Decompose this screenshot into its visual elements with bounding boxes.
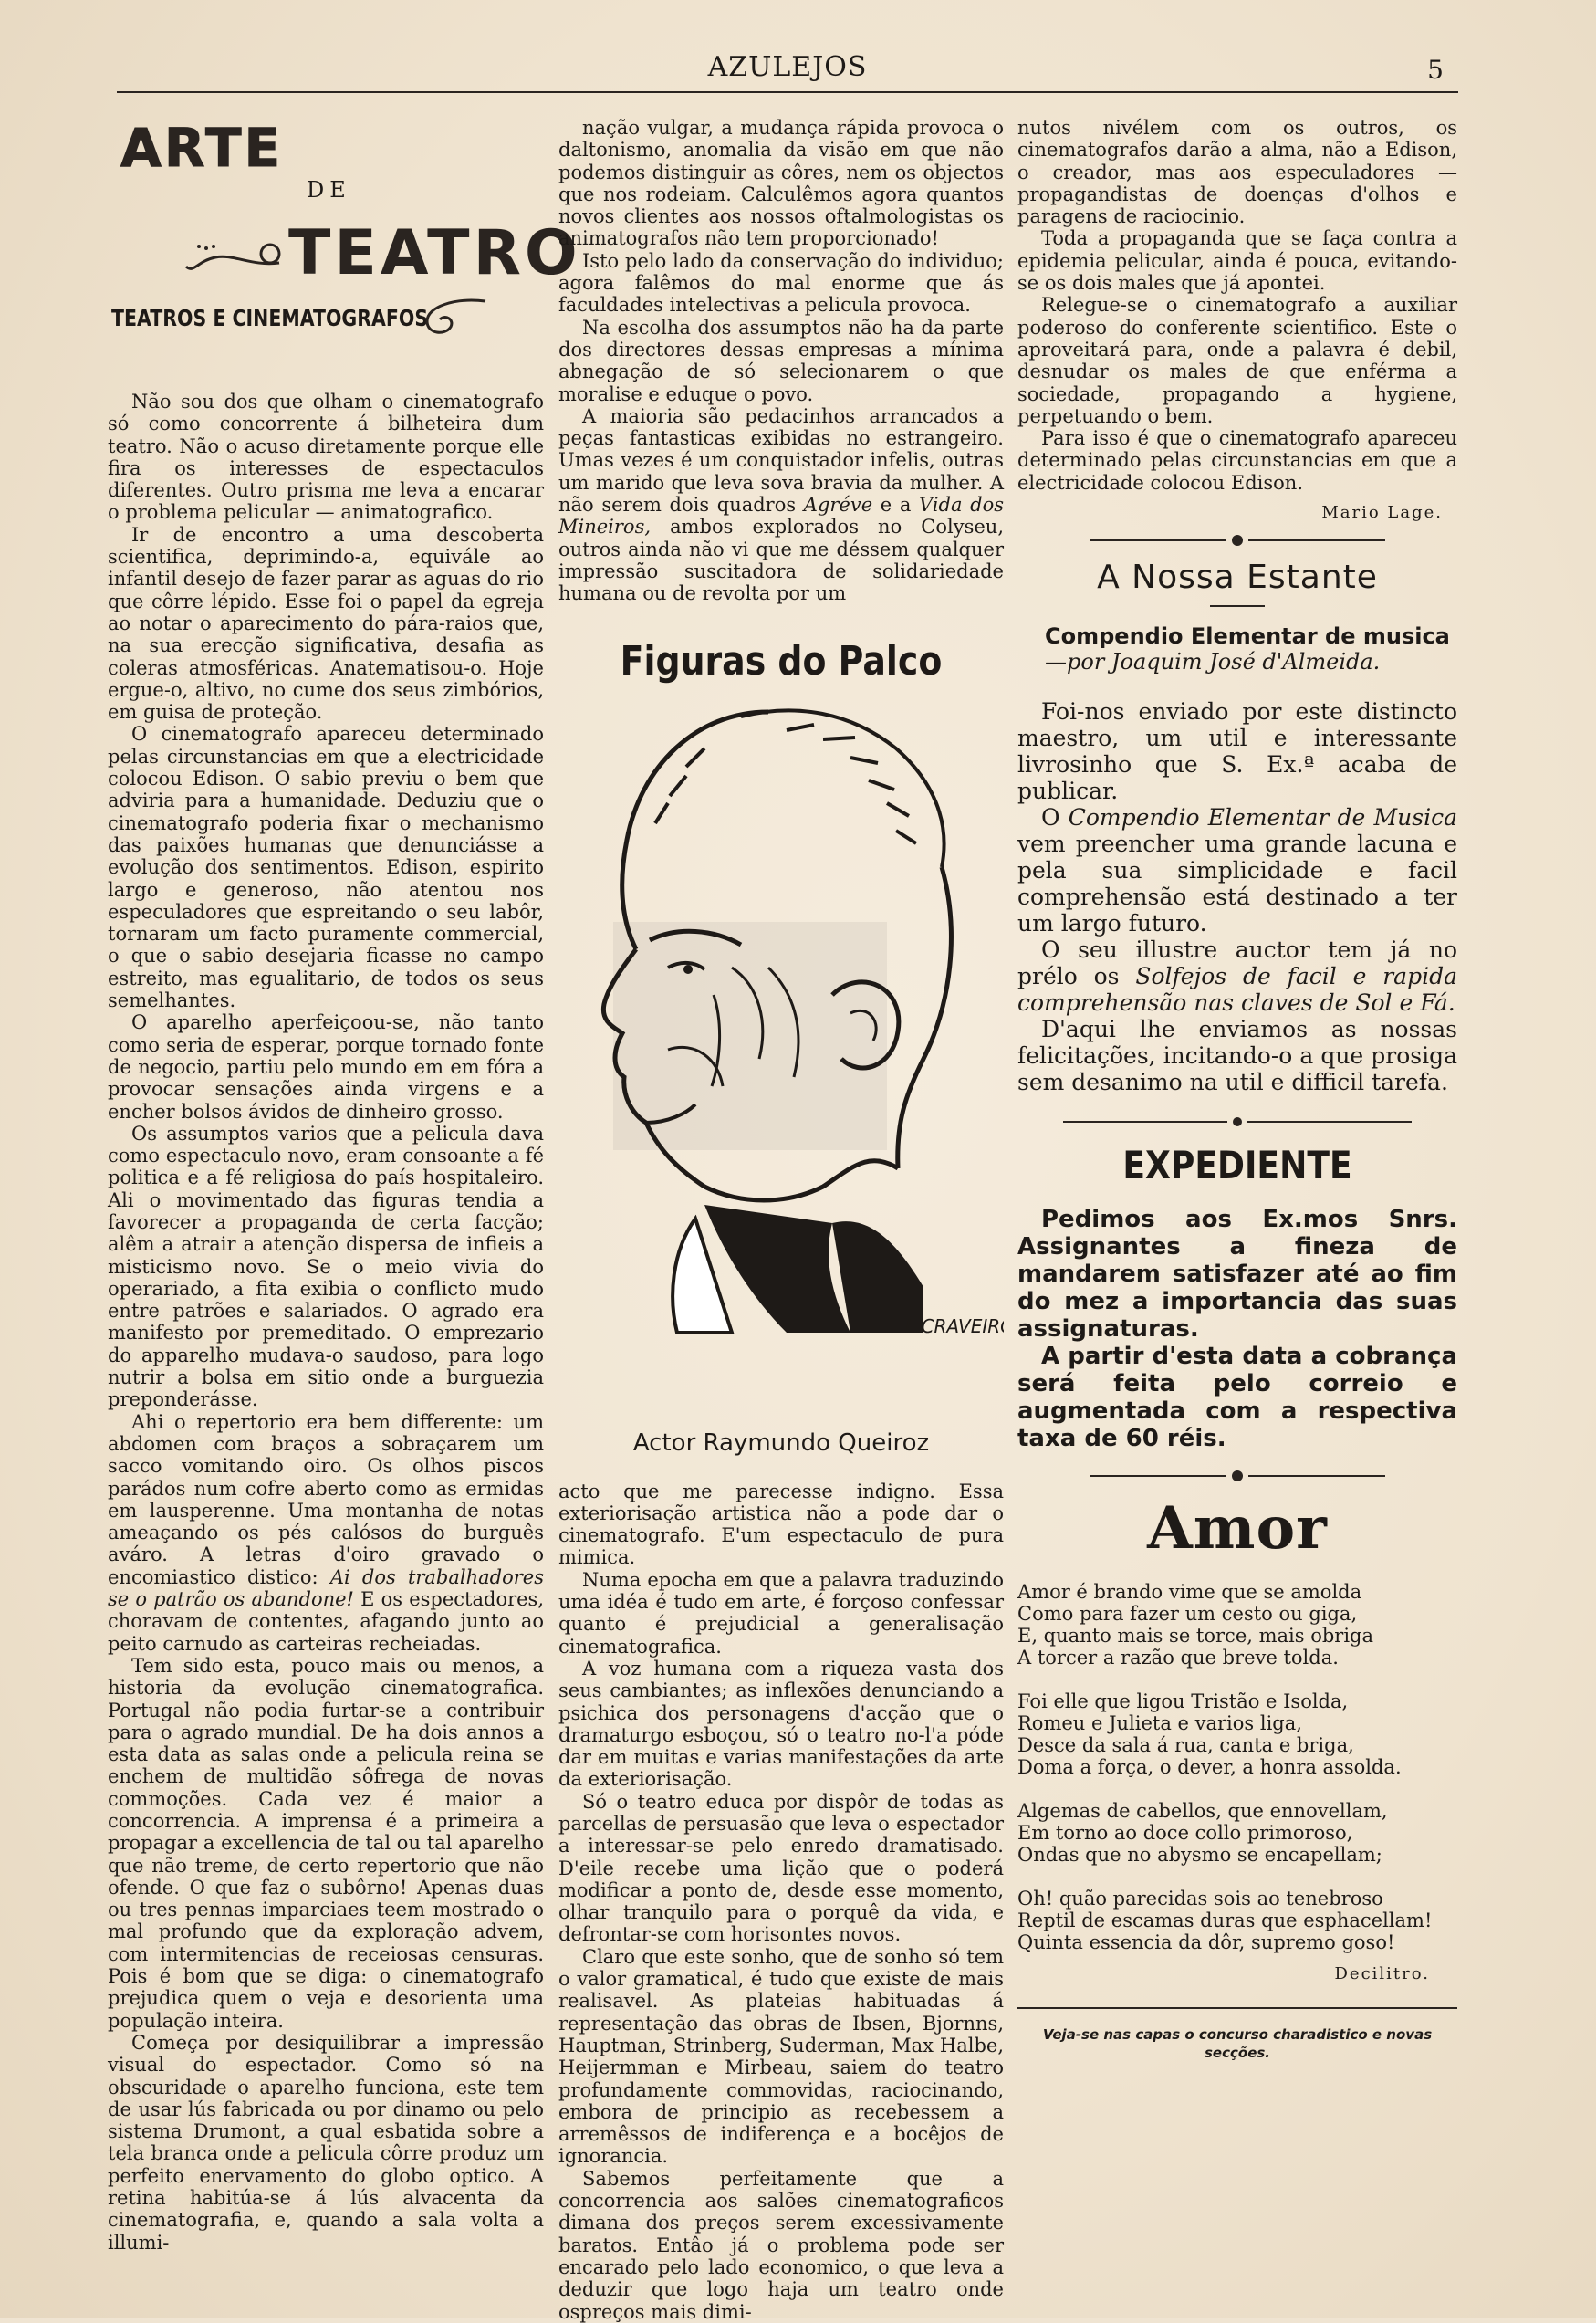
paragraph: Tem sido esta, pouco mais ou menos, a historia da evolução cinematografica. Portugal não podia furtar-se a contribuir para o agrado mundial. De ha dois annos a esta data as salas onde a pelicula reina se enchem de multidão sôfrega de novas commoções. Cada vez é maior a concorrencia. A imprensa é a primeira a propagar a excellencia de tal ou tal aparelho que não treme, de certo repertorio que não ofende. O que faz o subôrno! Apenas duas ou tres pennas imparciaes teem mostrado o mal profundo que da exploração advem, com intermitencias de receiosas censuras. Pois é bom que se diga: o cinematografo prejudica quem o veja e desorienta uma população inteira. [108, 1654, 544, 2032]
poem-line: A torcer a razão que breve tolda. [1017, 1647, 1339, 1669]
poem-line: Quinta essencia da dôr, supremo goso! [1017, 1931, 1395, 1954]
poem-stanza [1017, 1888, 1457, 1953]
figuras-title: Figuras do Palco [620, 637, 943, 685]
paragraph-text: e a [872, 494, 920, 517]
paragraph-text: A maioria são pedacinhos arrancados a peças fantasticas exibidas no estrangeiro. Umas vezes é um conquistador infelis, outras um marido que leva sova bravia da mulher. A não serem dois quadros [558, 404, 1004, 517]
paragraph-text: O seu illustre auctor tem já no prélo os [1017, 937, 1457, 990]
section-subtitle: TEATROS E CINEMATOGRAFOS [111, 305, 429, 331]
paragraph: Numa epocha em que a palavra traduzindo uma idéa é tudo em arte, é forçoso confessar quanto é prejudicial a generalisação cinematografica. [558, 1568, 1004, 1658]
notice-text: Veja-se nas capas o concurso charadistico e novas secções. [1042, 2026, 1433, 2062]
flourish-icon [179, 226, 288, 281]
poem-stanza [1017, 1690, 1457, 1778]
ornament-divider [1017, 1117, 1457, 1126]
paragraph: Relegue-se o cinematografo a auxiliar poderoso do conferente scientifico. Este o aproveitará para, onde a palavra é debil, desnudar os males de que enférma a sociedade, propagando a hygiene, perpetuando o bem. [1017, 294, 1457, 427]
poem-line: Romeu e Julieta e varios liga, [1017, 1712, 1302, 1735]
paragraph: A partir d'esta data a cobrança será feita pelo correio e augmentada com a respectiva taxa de 60 réis. [1017, 1343, 1457, 1453]
estante-body [1017, 698, 1457, 1095]
paragraph: Sabemos perfeitamente que a concorrencia aos salões cinematograficos dimana dos preços serem excessivamente baratos. Entâo já o problema pode ser encarado pelo lado economico, o que leva a deduzir que logo haja um teatro onde ospreços mais dimi- [558, 2167, 1004, 2323]
poem-line: Como para fazer um cesto ou giga, [1017, 1603, 1358, 1626]
paragraph: Os assumptos varios que a pelicula dava como espectaculo novo, eram consoante a fé politica e a fé religiosa do país hospitaleiro. Ali o movimentado das figuras tendia a favorecer a propaganda de certa facção; alêm a atrair a atenção dispersa de infieis a misticismo novo. Se o meio vivia do operariado, a fita exibia o conflicto mudo entre patrões e salariados. O agrado era manifesto por premeditado. O emprezario do apparelho mudava-o saudoso, para logo nutrir a bolsa em sitio onde a burguezia preponderásse. [108, 1122, 544, 1411]
section-heading [108, 117, 581, 391]
book-ref: Compendio Elementar de Musica [1068, 804, 1457, 832]
heading-de: DE [307, 177, 351, 203]
paragraph: nutos nivélem com os outros, os cinematografos darão a alma, não a Edison, o creador, mas aos especuladores — propagandistas de doenças d'olhos e paragens de raciocinio. [1017, 117, 1457, 228]
paragraph: Claro que este sonho, que de sonho só tem o valor gramatical, é tudo que existe de mais realisavel. As plateias habituadas á representação das obras de Ibsen, Bjornns, Hauptman, Strinberg, Suderman, Max Halbe, Heijermman e Mirbeau, saiem do teatro profundamente commovidas, raciocinando, embora de principio as recebessem a arremêssos de indiferença e a bocêjos de ignorancia. [558, 1945, 1004, 2168]
poem-line: Ondas que no abysmo se encapellam; [1017, 1844, 1382, 1867]
quote-text: Ai dos trabalhadores se o patrão os abandone! [108, 1565, 544, 1611]
paragraph: O aparelho aperfeiçoou-se, não tanto como seria de esperar, porque tornado fonte de negocio, partiu pelo mundo em em fóra a provocar sensações ainda virgens e a encher bolsos ávidos de dinheiro grosso. [108, 1011, 544, 1123]
divider [1017, 2007, 1457, 2009]
book-ref: Solfejos de facil e rapida comprehensão nas claves de Sol e Fá. [1017, 963, 1457, 1017]
book-author: —por Joaquim José d'Almeida. [1045, 649, 1381, 675]
paragraph: O cinematografo apareceu determinado pelas circunstancias em que a electricidade colocou Edison. O sabio previu o bem que adviria para a humanidade. Deduziu que o cinematografo poderia fixar o mechanismo das paixões humanas que denunciásse a evolução dos sentimentos. Edison, espirito largo e generoso, não atentou nos especuladores que espreitando o seu labôr, tornaram um facto puramente commercial, o que o sabio desejaria ficasse no campo estreito, mas egualitario, de todos os seus semelhantes. [108, 723, 544, 1012]
swirl-icon [418, 294, 491, 340]
paragraph [558, 405, 1004, 605]
ornament-divider [1017, 1470, 1457, 1481]
paragraph: A voz humana com a riqueza vasta dos seus cambiantes; as inflexões denunciando a psichica dos personagens d'acção que o dramaturgo esboçou, só o teatro no-l'a póde dar em muitas e varias manifestações da arte da exteriorisação. [558, 1657, 1004, 1791]
paragraph: D'aqui lhe enviamos as nossas felicitações, incitando-o a que prosiga sem desanimo na util e difficil tarefa. [1017, 1016, 1457, 1096]
heading-arte: ARTE [120, 117, 284, 179]
expediente-body [1017, 1206, 1457, 1452]
poem-line: Doma a força, o dever, a honra assolda. [1017, 1756, 1402, 1779]
paragraph: Para isso é que o cinematografo apareceu determinado pelas circunstancias em que a electricidade colocou Edison. [1017, 427, 1457, 494]
book-name: Compendio Elementar de musica [1045, 623, 1450, 650]
paragraph-text: ambos explorados no Colyseu, outros ainda não vi que me déssem qualquer impressão suscitadora de solidariedade humana ou de revolta por um [558, 516, 1004, 605]
paragraph-text: E os espectadores, choravam de contentes, afagando junto ao peito carnudo as carteiras recheiadas. [108, 1588, 544, 1655]
heading-teatro: TEATRO [288, 217, 581, 289]
paragraph [1017, 937, 1457, 1016]
artist-signature: L.CRAVEIRO [905, 1314, 1004, 1337]
journal-title: AZULEJOS [707, 51, 868, 83]
paragraph: Foi-nos enviado por este distincto maestro, um util e interessante livrosinho que S. Ex.ª acaba de publicar. [1017, 698, 1457, 805]
column-1 [108, 117, 581, 2254]
page-header [117, 46, 1458, 93]
article-body [108, 391, 544, 2254]
ornament-divider [1017, 535, 1457, 546]
film-title: Vida dos Mineiros, [558, 494, 1004, 539]
book-title [1017, 623, 1457, 675]
poem-body [1017, 1581, 1457, 1983]
caricature-illustration [558, 694, 1004, 1424]
poem-author: Decilitro. [1334, 1964, 1430, 1984]
poem-stanza [1017, 1800, 1457, 1866]
paragraph: Só o teatro educa por dispôr de todas as parcellas de persuasão que leva o espectador a interessar-se pelo enredo dramatisado. D'eile recebe uma lição que o poderá modificar a ponto de, desde esse momento, olhar tranquilo para o porquê da vida, e defrontar-se com horisontes novos. [558, 1790, 1004, 1946]
column-2 [558, 117, 1004, 2323]
poem-line: Desce da sala á rua, canta e briga, [1017, 1734, 1354, 1757]
poem-line: Amor é brando vime que se amolda [1017, 1581, 1362, 1604]
paragraph [1017, 804, 1457, 937]
paragraph-text: O [1041, 804, 1069, 832]
paragraph: Na escolha dos assumptos não ha da parte dos directores dessas empresas a mínima abnegação de só selecionarem o que moralise e eduque o povo. [558, 316, 1004, 405]
poem-stanza [1017, 1581, 1457, 1669]
estante-title: A Nossa Estante [1097, 559, 1378, 597]
poem-line: Reptil de escamas duras que esphacellam! [1017, 1910, 1433, 1932]
paragraph: nação vulgar, a mudança rápida provoca o daltonismo, anomalia da visão em que não podemos distinguir as côres, nem os objectos que nos rodeiam. Calculêmos agora quantos novos clientes aos nossos oftalmologistas os animatografos não tem proporcionado! [558, 117, 1004, 250]
film-title: Agréve [803, 494, 873, 517]
paragraph-text: vem preencher uma grande lacuna e pela sua simplicidade e facil comprehensão está destinado a ter um largo futuro. [1017, 831, 1457, 937]
poem-title: Amor [1147, 1494, 1328, 1564]
paragraph: Isto pelo lado da conservação do individuo; agora falêmos do mal enorme que ás faculdades intelectivas a pelicula provoca. [558, 249, 1004, 317]
poem-line: Algemas de cabellos, que ennovellam, [1017, 1800, 1388, 1823]
caricature-caption: Actor Raymundo Queiroz [632, 1428, 930, 1457]
short-divider [1210, 605, 1265, 607]
paragraph: Ir de encontro a uma descoberta scientifica, deprimindo-a, equivále ao infantil desejo de fazer parar as aguas do rio que côrre lépido. Esse foi o papel da egreja ao notar o aparecimento do pára-raios que, na sua erecção significativa, desafia as coleras atmosféricas. Anatematisou-o. Hoje ergue-o, altivo, no cume dos seus zimbórios, em guisa de proteção. [108, 523, 544, 724]
paragraph: Toda a propaganda que se faça contra a epidemia pelicular, ainda é pouca, evitando-se os dois males que já apontei. [1017, 227, 1457, 295]
poem-line: E, quanto mais se torce, mais obriga [1017, 1625, 1373, 1648]
paragraph: acto que me parecesse indigno. Essa exteriorisação artistica não a pode dar o cinematografo. E'um espectaculo de pura mimica. [558, 1480, 1004, 1569]
paragraph-text: Ahi o repertorio era bem differente: um abdomen com braços a sobraçarem um sacco vomitando oiro. Os olhos piscos parádos num cofre aberto como as ermidas em lausperenne. Uma montanha de notas ameaçando os pés calósos do burguês aváro. A letras d'oiro gravado o encomiastico distico: [108, 1410, 544, 1588]
page-number: 5 [1427, 55, 1444, 85]
poem-line: Foi elle que ligou Tristão e Isolda, [1017, 1690, 1349, 1713]
header-rule [117, 91, 1458, 93]
paragraph: Começa por desiquilibrar a impressão visual do espectador. Como só na obscuridade o aparelho funciona, este tem de usar lús fabricada ou por dinamo ou pelo sistema Drumont, a qual esbatida sobre a tela branca onde a pelicula côrre produz um perfeito enervamento do globo optico. A retina habitúa-se á lús alvacenta da cinematografia, e, quando a sala volta a illumi- [108, 2031, 544, 2254]
expediente-title: EXPEDIENTE [1122, 1143, 1352, 1188]
paragraph: Pedimos aos Ex.mos Snrs. Assignantes a fineza de mandarem satisfazer até ao fim do mez a importancia das suas assignaturas. [1017, 1206, 1457, 1344]
poem-line: Em torno ao doce collo primoroso, [1017, 1822, 1353, 1845]
column-3 [1017, 117, 1457, 2062]
poem-line: Oh! quão parecidas sois ao tenebroso [1017, 1888, 1383, 1910]
paragraph: Não sou dos que olham o cinematografo só como concorrente á bilheteira dum teatro. Não o acuso diretamente porque elle fira os interesses de espectaculos diferentes. Outro prisma me leva a encarar o problema pelicular — animatografico. [108, 391, 544, 524]
caricature-drawing [558, 694, 1004, 1424]
article-signature: Mario Lage. [1321, 503, 1443, 523]
paragraph [108, 1411, 544, 1655]
